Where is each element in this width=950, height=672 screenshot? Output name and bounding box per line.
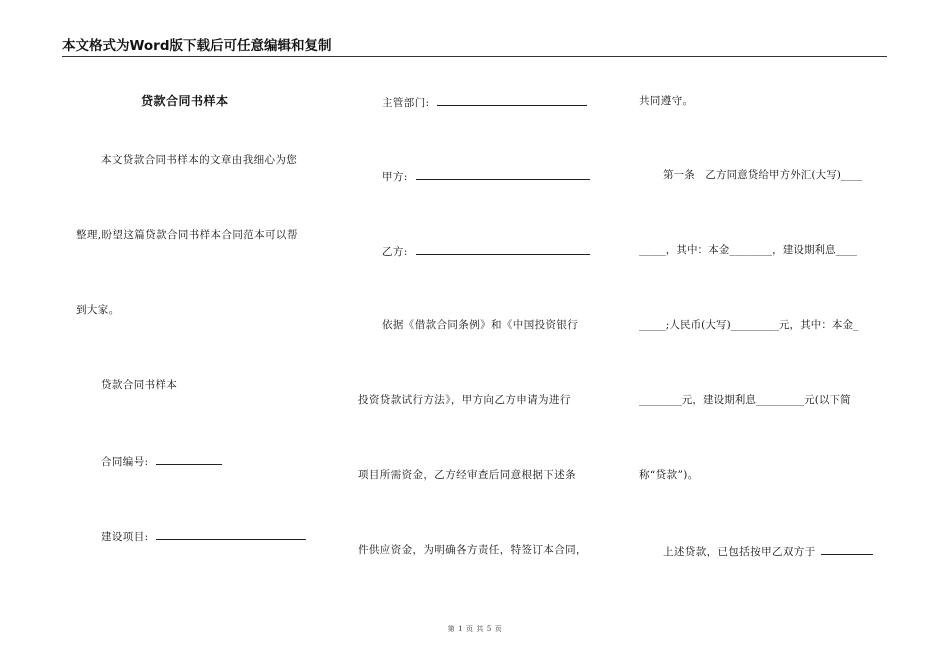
subtitle: 贷款合同书样本 — [101, 379, 178, 391]
contract-number-row — [101, 453, 222, 469]
party-b-blank — [416, 243, 590, 255]
project-row — [101, 528, 306, 544]
col3-line-1: 共同遵守。 — [639, 95, 694, 107]
intro-line-3: 到大家。 — [76, 304, 120, 316]
contract-number-label: 合同编号: — [101, 456, 149, 468]
article-1-line-3: _____;人民币(大写)_________元，其中：本金_ — [639, 319, 859, 331]
para-line-3: 项目所需资金，乙方经审查后同意根据下述条 — [358, 469, 576, 481]
party-a-row — [382, 168, 590, 184]
article-1-line-5: 称“贷款”)。 — [639, 469, 699, 481]
intro-line-1: 本文贷款合同书样本的文章由我细心为您 — [101, 154, 298, 166]
para-line-2: 投资贷款试行方法》，甲方向乙方申请为进行 — [358, 394, 571, 406]
party-a-blank — [416, 168, 590, 180]
para-line-1: 依据《借款合同条例》和《中国投资银行 — [382, 319, 579, 331]
page-number: 第 1 页 共 5 页 — [447, 625, 503, 633]
contract-number-blank — [156, 453, 222, 465]
article-1-line-2: _____，其中：本金________，建设期利息____ — [639, 244, 858, 256]
page-header: 本文格式为Word版下载后可任意编辑和复制 — [62, 34, 887, 57]
project-blank — [156, 528, 306, 540]
loan-note-blank — [821, 543, 873, 555]
document-title: 贷款合同书样本 — [141, 94, 229, 108]
loan-note-row — [663, 543, 873, 559]
party-b-label: 乙方: — [382, 246, 408, 258]
project-label: 建设项目: — [101, 531, 149, 543]
dept-row — [382, 94, 587, 110]
party-b-row — [382, 243, 590, 259]
party-a-label: 甲方: — [382, 171, 408, 183]
loan-note-text: 上述贷款，已包括按甲乙双方于 — [663, 546, 816, 558]
dept-blank — [437, 94, 587, 106]
intro-line-2: 整理,盼望这篇贷款合同书样本合同范本可以帮 — [76, 229, 298, 241]
article-1-line-4: ________元，建设期利息_________元(以下简 — [639, 394, 851, 406]
para-line-4: 件供应资金，为明确各方责任，特签订本合同， — [358, 544, 587, 556]
dept-label: 主管部门: — [382, 97, 430, 109]
article-1-line-1: 第一条 乙方同意贷给甲方外汇(大写)____ — [663, 169, 863, 181]
